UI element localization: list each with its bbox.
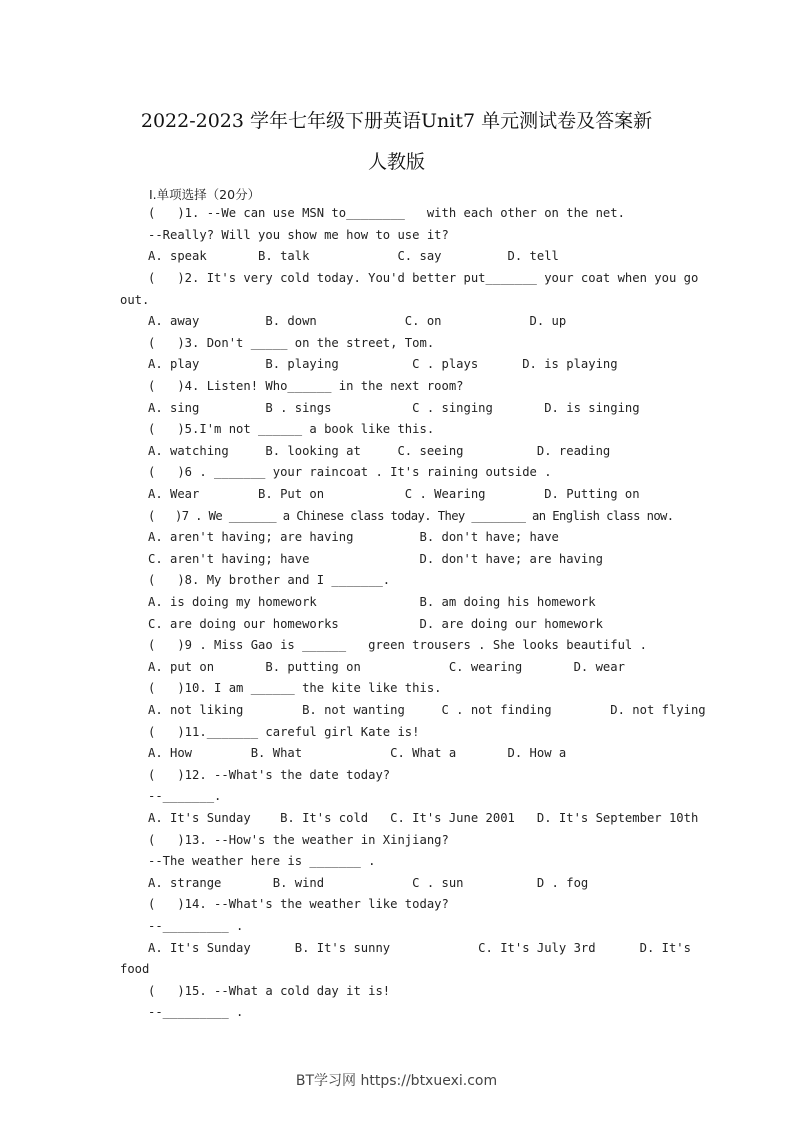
answer-blank-line: --_________ . [148,919,244,933]
question-line: ( )3. Don't _____ on the street, Tom. [148,336,435,350]
question-line: ( )11._______ careful girl Kate is! [148,725,420,739]
question-line: ( )8. My brother and I _______. [148,573,391,587]
options-line: A. It's Sunday B. It's sunny C. It's July 3rd D. It's [148,941,691,955]
options-line: A. speak B. talk C. say D. tell [148,249,559,263]
options-line: A. play B. playing C . plays D. is playing [148,357,618,371]
options-line: A. away B. down C. on D. up [148,314,567,328]
question-line: ( )5.I'm not ______ a book like this. [148,422,435,436]
question-line: ( )13. --How's the weather in Xinjiang? [148,833,449,847]
options-line: C. aren't having; have D. don't have; are having [148,552,603,566]
question-line: ( )7 . We _______ a Chinese class today. They ________ an English class now. [148,509,674,523]
question-line: ( )6 . _______ your raincoat . It's raining outside . [148,465,552,479]
options-line: A. put on B. putting on C. wearing D. wear [148,660,625,674]
options-line: A. It's Sunday B. It's cold C. It's June 2001 D. It's September 10th [148,811,699,825]
question-line: ( )1. --We can use MSN to________ with each other on the net. [148,206,625,220]
question-line: --The weather here is _______ . [148,854,376,868]
question-line: ( )14. --What's the weather like today? [148,897,449,911]
question-line: ( )9 . Miss Gao is ______ green trousers . She looks beautiful . [148,638,647,652]
options-line: A. Wear B. Put on C . Wearing D. Putting on [148,487,640,501]
question-line: out. [120,293,150,307]
document-title-line-1: 2022-2023 学年七年级下册英语Unit7 单元测试卷及答案新 [140,110,653,132]
question-line: ( )12. --What's the date today? [148,768,391,782]
question-line: ( )2. It's very cold today. You'd better put_______ your coat when you go [148,271,699,285]
options-line: A. watching B. looking at C. seeing D. reading [148,444,611,458]
options-line: A. is doing my homework B. am doing his homework [148,595,596,609]
answer-blank-line: --_______. [148,789,222,803]
document-title-line-2: 人教版 [367,151,425,173]
answer-blank-line: --_________ . [148,1005,244,1019]
section-heading: I.单项选择（20分） [149,187,261,202]
question-line: --Really? Will you show me how to use it? [148,228,449,242]
question-line: ( )4. Listen! Who______ in the next room? [148,379,464,393]
options-line: A. How B. What C. What a D. How a [148,746,567,760]
question-line: ( )15. --What a cold day it is! [148,984,391,998]
options-line: food [120,962,150,976]
options-line: A. strange B. wind C . sun D . fog [148,876,589,890]
options-line: C. are doing our homeworks D. are doing our homework [148,617,603,631]
options-line: A. aren't having; are having B. don't have; have [148,530,559,544]
question-line: ( )10. I am ______ the kite like this. [148,681,442,695]
options-line: A. not liking B. not wanting C . not finding D. not flying [148,703,706,717]
options-line: A. sing B . sings C . singing D. is singing [148,401,640,415]
footer-watermark: BT学习网 https://btxuexi.com [295,1073,498,1089]
